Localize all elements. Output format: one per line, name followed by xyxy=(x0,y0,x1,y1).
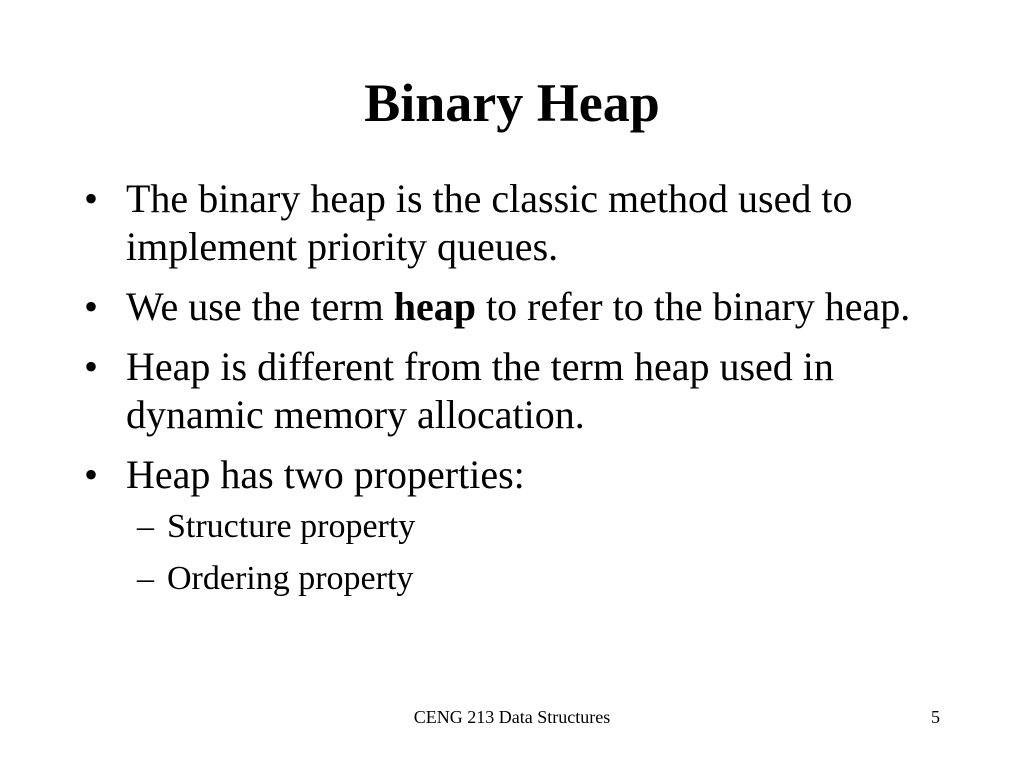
bullet-text: Heap has two properties: xyxy=(126,452,525,497)
footer-page-number: 5 xyxy=(931,707,940,727)
slide-title: Binary Heap xyxy=(364,73,660,133)
bullet-marker: • xyxy=(84,284,99,329)
bullet-text: Heap is different from the term heap used in dynamic memory allocation. xyxy=(126,344,834,437)
bullet-item xyxy=(84,283,964,331)
bullet-item xyxy=(84,175,964,271)
bullet-marker: • xyxy=(84,176,99,221)
bullet-text-start: We use the term xyxy=(126,284,394,329)
sub-bullet-item xyxy=(137,559,964,599)
dash-marker: – xyxy=(137,508,154,545)
bullet-marker: • xyxy=(84,452,99,497)
sub-bullet-list xyxy=(84,507,964,599)
sub-bullet-container xyxy=(84,507,964,599)
sub-bullet-text: Structure property xyxy=(167,508,416,545)
bullet-item xyxy=(84,343,964,439)
footer-course-title: CENG 213 Data Structures xyxy=(413,707,611,727)
sub-bullet-item xyxy=(137,507,964,547)
bold-term: heap xyxy=(393,284,477,329)
bullet-text-end: to refer to the binary heap. xyxy=(476,284,911,329)
dash-marker: – xyxy=(137,560,154,597)
sub-bullet-text: Ordering property xyxy=(167,560,414,597)
bullet-item xyxy=(84,451,964,499)
bullet-list xyxy=(84,175,964,611)
bullet-text: The binary heap is the classic method used to implement priority queues. xyxy=(126,176,853,269)
bullet-marker: • xyxy=(84,344,99,389)
